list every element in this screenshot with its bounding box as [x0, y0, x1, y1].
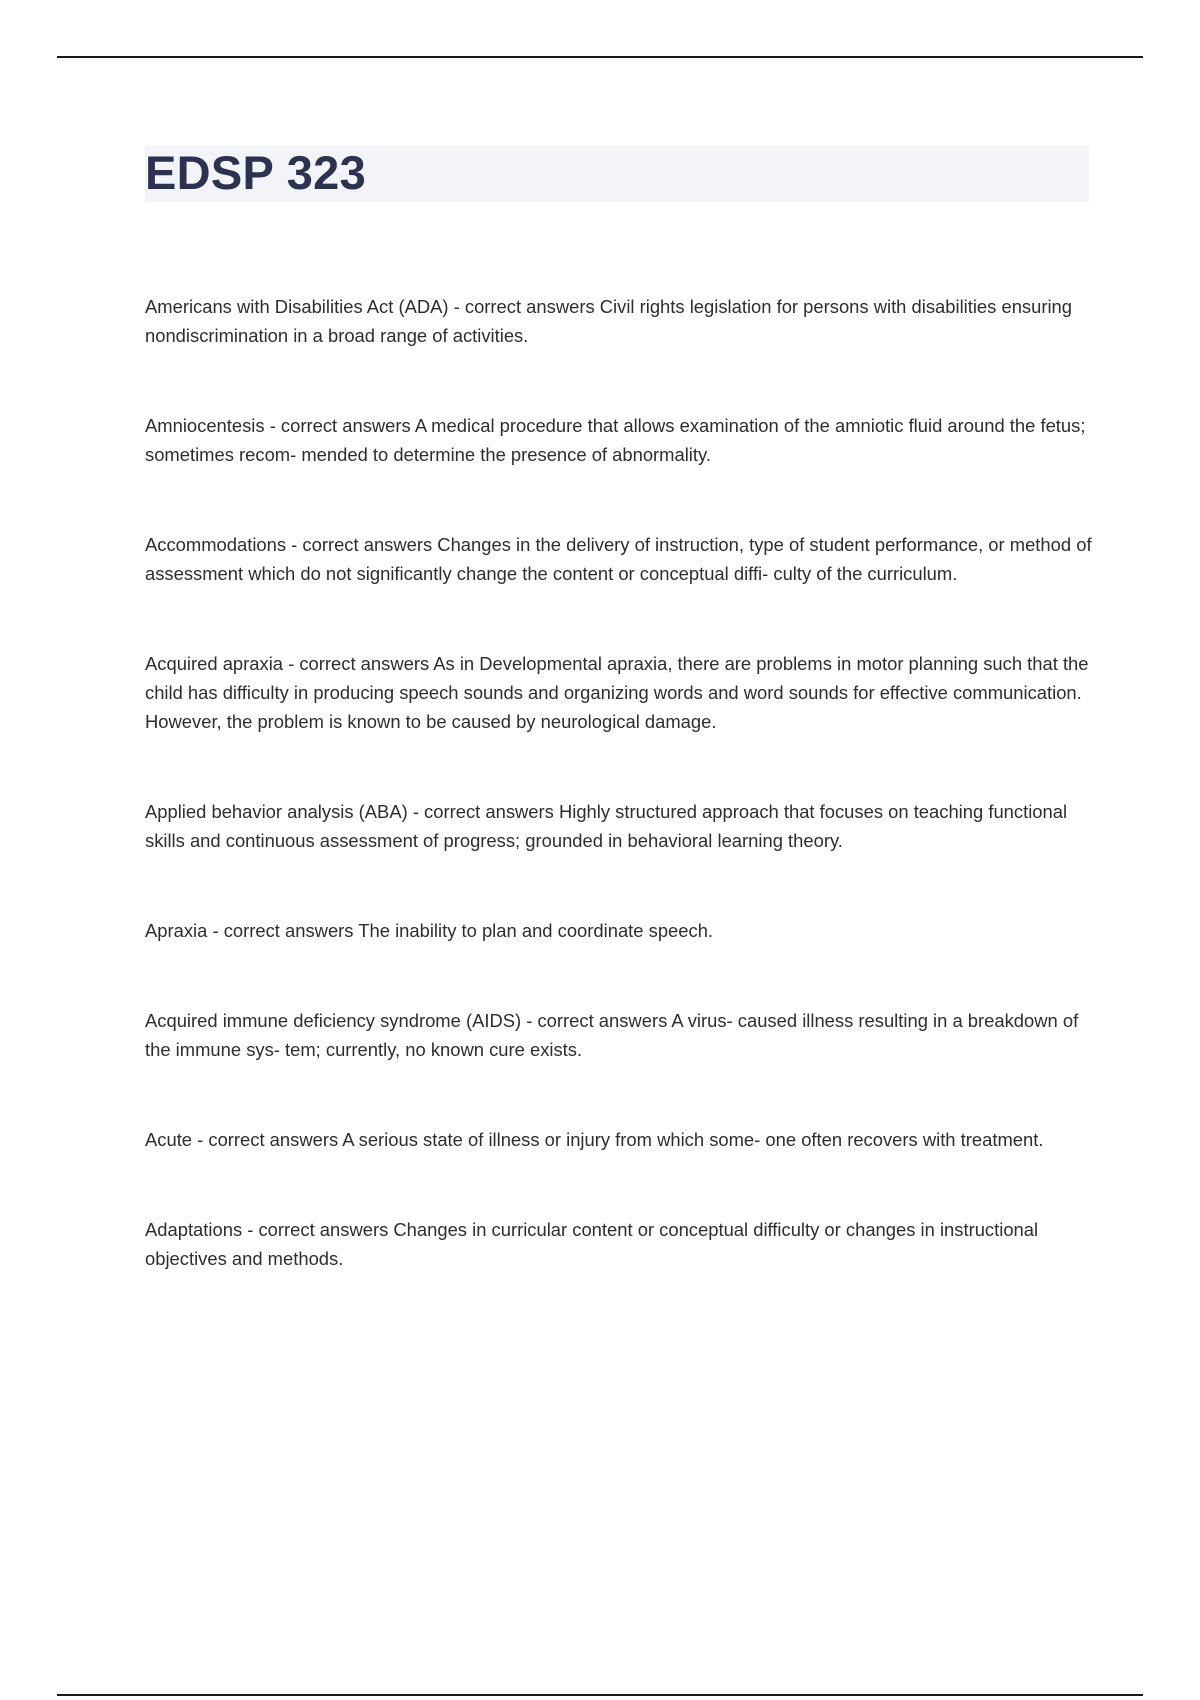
glossary-entries	[145, 292, 1095, 1273]
glossary-entry: Apraxia - correct answers The inability to plan and coordinate speech.	[145, 920, 714, 941]
glossary-entry: Applied behavior analysis (ABA) - correct answers Highly structured approach that focuses on teaching functional skills and continuous assessment of progress; grounded in behavioral learning theory.	[145, 801, 1068, 851]
glossary-entry: Adaptations - correct answers Changes in curricular content or conceptual difficulty or changes in instructional objectives and methods.	[145, 1219, 1039, 1269]
glossary-entry: Accommodations - correct answers Changes in the delivery of instruction, type of student performance, or method of assessment which do not significantly change the content or conceptual diffi- culty of the curriculum.	[145, 534, 1092, 584]
glossary-entry: Amniocentesis - correct answers A medical procedure that allows examination of the amniotic fluid around the fetus; sometimes recom- mended to determine the presence of abnormality.	[145, 415, 1086, 465]
document-title: EDSP 323	[145, 146, 367, 199]
glossary-entry: Acute - correct answers A serious state of illness or injury from which some- one often recovers with treatment.	[145, 1129, 1044, 1150]
glossary-entry: Americans with Disabilities Act (ADA) - correct answers Civil rights legislation for persons with disabilities ensuring nondiscrimination in a broad range of activities.	[145, 296, 1073, 346]
top-divider	[57, 56, 1143, 58]
glossary-entry: Acquired immune deficiency syndrome (AIDS) - correct answers A virus- caused illness resulting in a breakdown of the immune sys- tem; currently, no known cure exists.	[145, 1010, 1079, 1060]
bottom-divider	[57, 1694, 1143, 1696]
glossary-entry: Acquired apraxia - correct answers As in Developmental apraxia, there are problems in motor planning such that the child has difficulty in producing speech sounds and organizing words and word sounds for effective communication. However, the problem is known to be caused by neurological damage.	[145, 653, 1089, 732]
